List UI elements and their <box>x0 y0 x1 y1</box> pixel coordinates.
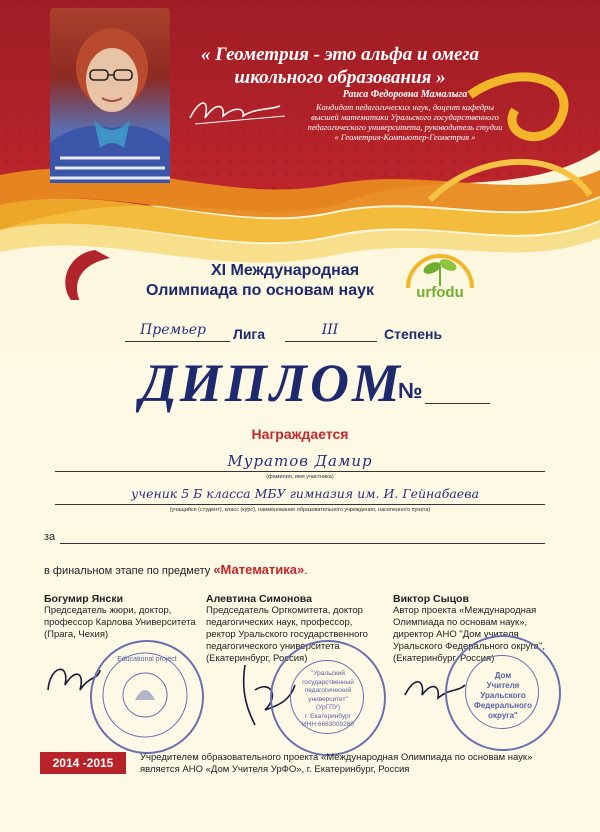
degree-label: Степень <box>384 326 443 342</box>
signatory-2-line-2: педагогических наук, профессор, <box>206 617 353 628</box>
signatory-3-line-3: директор АНО "Дом учителя <box>393 629 519 640</box>
seal-middle-line-1: "Уральский <box>311 670 345 677</box>
league-line <box>125 341 230 342</box>
seal-right-line-3: Уральского <box>480 691 526 700</box>
author-desc-2: высшей математики Уральского государственного <box>311 112 499 122</box>
years-badge: 2014 -2015 <box>40 752 126 774</box>
signatory-3-line-4: Уральского Федерального округа", <box>393 641 545 652</box>
urfodu-logo <box>400 248 480 310</box>
olympiad-title-2: Олимпиада по основам наук <box>145 282 375 299</box>
logo-text: urfodu <box>416 284 464 301</box>
signatory-3-line-5: (Екатеринбург, Россия) <box>393 653 495 664</box>
signatory-2-line-5: (Екатеринбург, Россия) <box>206 653 308 664</box>
author-desc-4: « Геометрия-Компьютер-Геометрия » <box>334 132 476 142</box>
signatory-2-line-4: педагогического университета <box>206 641 340 652</box>
seal-middle-line-4: университет" <box>308 695 348 703</box>
signatory-3-line-2: Олимпиада по основам наук», <box>393 617 528 628</box>
signatory-1-line-3: (Прага, Чехия) <box>44 629 109 640</box>
awarded-label: Награждается <box>251 426 349 442</box>
diploma-number-label: № <box>398 378 423 403</box>
degree-value: III <box>321 322 339 338</box>
seal-middle-line-5: (УрГПУ) <box>315 704 341 711</box>
author-desc-1: Кандидат педагогических наук, доцент кафедры <box>315 102 495 112</box>
footer-text-line-2: является АНО «Дом Учителя УрФО», г. Екатеринбург, Россия <box>140 764 410 775</box>
seal-middle-line-7: ИНН 6663009280 <box>301 721 355 728</box>
seal-middle-line-3: педагогический <box>304 687 352 694</box>
recipient-name: Муратов Дамир <box>227 452 373 470</box>
recipient-name-caption: (фамилия, имя участника) <box>266 474 334 480</box>
for-label: за <box>44 531 56 543</box>
league-label: Лига <box>233 326 266 342</box>
author-name: Раиса Федоровна Мамалыга <box>342 89 468 100</box>
seal-middle-line-2: государственный <box>302 678 354 686</box>
author-desc-3: педагогического университета, руководитель студии <box>307 122 503 132</box>
diploma-title: ДИПЛОМ <box>140 353 403 413</box>
seal-middle-line-6: г. Екатеринбург <box>304 712 352 720</box>
subject-suffix: . <box>304 565 308 577</box>
subject-line <box>44 562 307 577</box>
olympiad-title-1: XI Международная <box>210 262 360 279</box>
signatory-2-line-1: Председатель Оргкомитета, доктор <box>206 605 363 616</box>
signatory-3-name: Виктор Сыцов <box>393 593 469 605</box>
seal-right-line-2: Учителя <box>486 681 520 690</box>
for-line <box>60 543 545 544</box>
author-signature <box>185 88 295 133</box>
seal-left-text: Educational project <box>117 656 177 663</box>
signatory-1 <box>44 593 209 641</box>
league-value: Премьер <box>140 322 206 338</box>
seal-right-line-4: Федерального <box>474 701 532 710</box>
recipient-info-line <box>55 504 545 505</box>
seal-middle <box>270 640 386 756</box>
footer-text-line-1: Учредителем образовательного проекта «Международная Олимпиада по основам наук» <box>140 752 533 763</box>
subject-name: «Математика» <box>213 562 305 577</box>
seal-right-line-5: округа" <box>488 711 518 720</box>
quote-line-2: школьного образования » <box>234 67 446 88</box>
recipient-name-line <box>55 471 545 472</box>
recipient-info: ученик 5 Б класса МБУ гимназия им. И. Гейнабаева <box>131 486 479 501</box>
seal-left <box>90 640 204 754</box>
signatory-1-name: Богумир Янски <box>44 593 124 605</box>
recipient-info-caption: (учащийся (студент), класс (курс), наименование образовательного учреждения, населенного пункта) <box>169 507 431 513</box>
footer-text <box>140 752 560 776</box>
seal-right-line-1: Дом <box>494 671 512 680</box>
author-portrait <box>50 8 170 183</box>
signatory-2-name: Алевтина Симонова <box>206 593 312 605</box>
degree-line <box>285 341 377 342</box>
signatory-1-line-1: Председатель жюри, доктор, <box>44 605 172 616</box>
quote-line-1: « Геометрия - это альфа и омега <box>200 44 480 65</box>
subject-prefix: в финальном этапе по предмету <box>44 565 211 577</box>
signatory-2-line-3: ректор Уральского государственного <box>206 629 368 640</box>
diploma-number-line <box>425 403 490 404</box>
seal-right <box>445 635 561 751</box>
signatory-1-line-2: профессор Карлова Университета <box>44 617 196 628</box>
signatory-3-line-1: Автор проекта «Международная <box>393 605 537 616</box>
